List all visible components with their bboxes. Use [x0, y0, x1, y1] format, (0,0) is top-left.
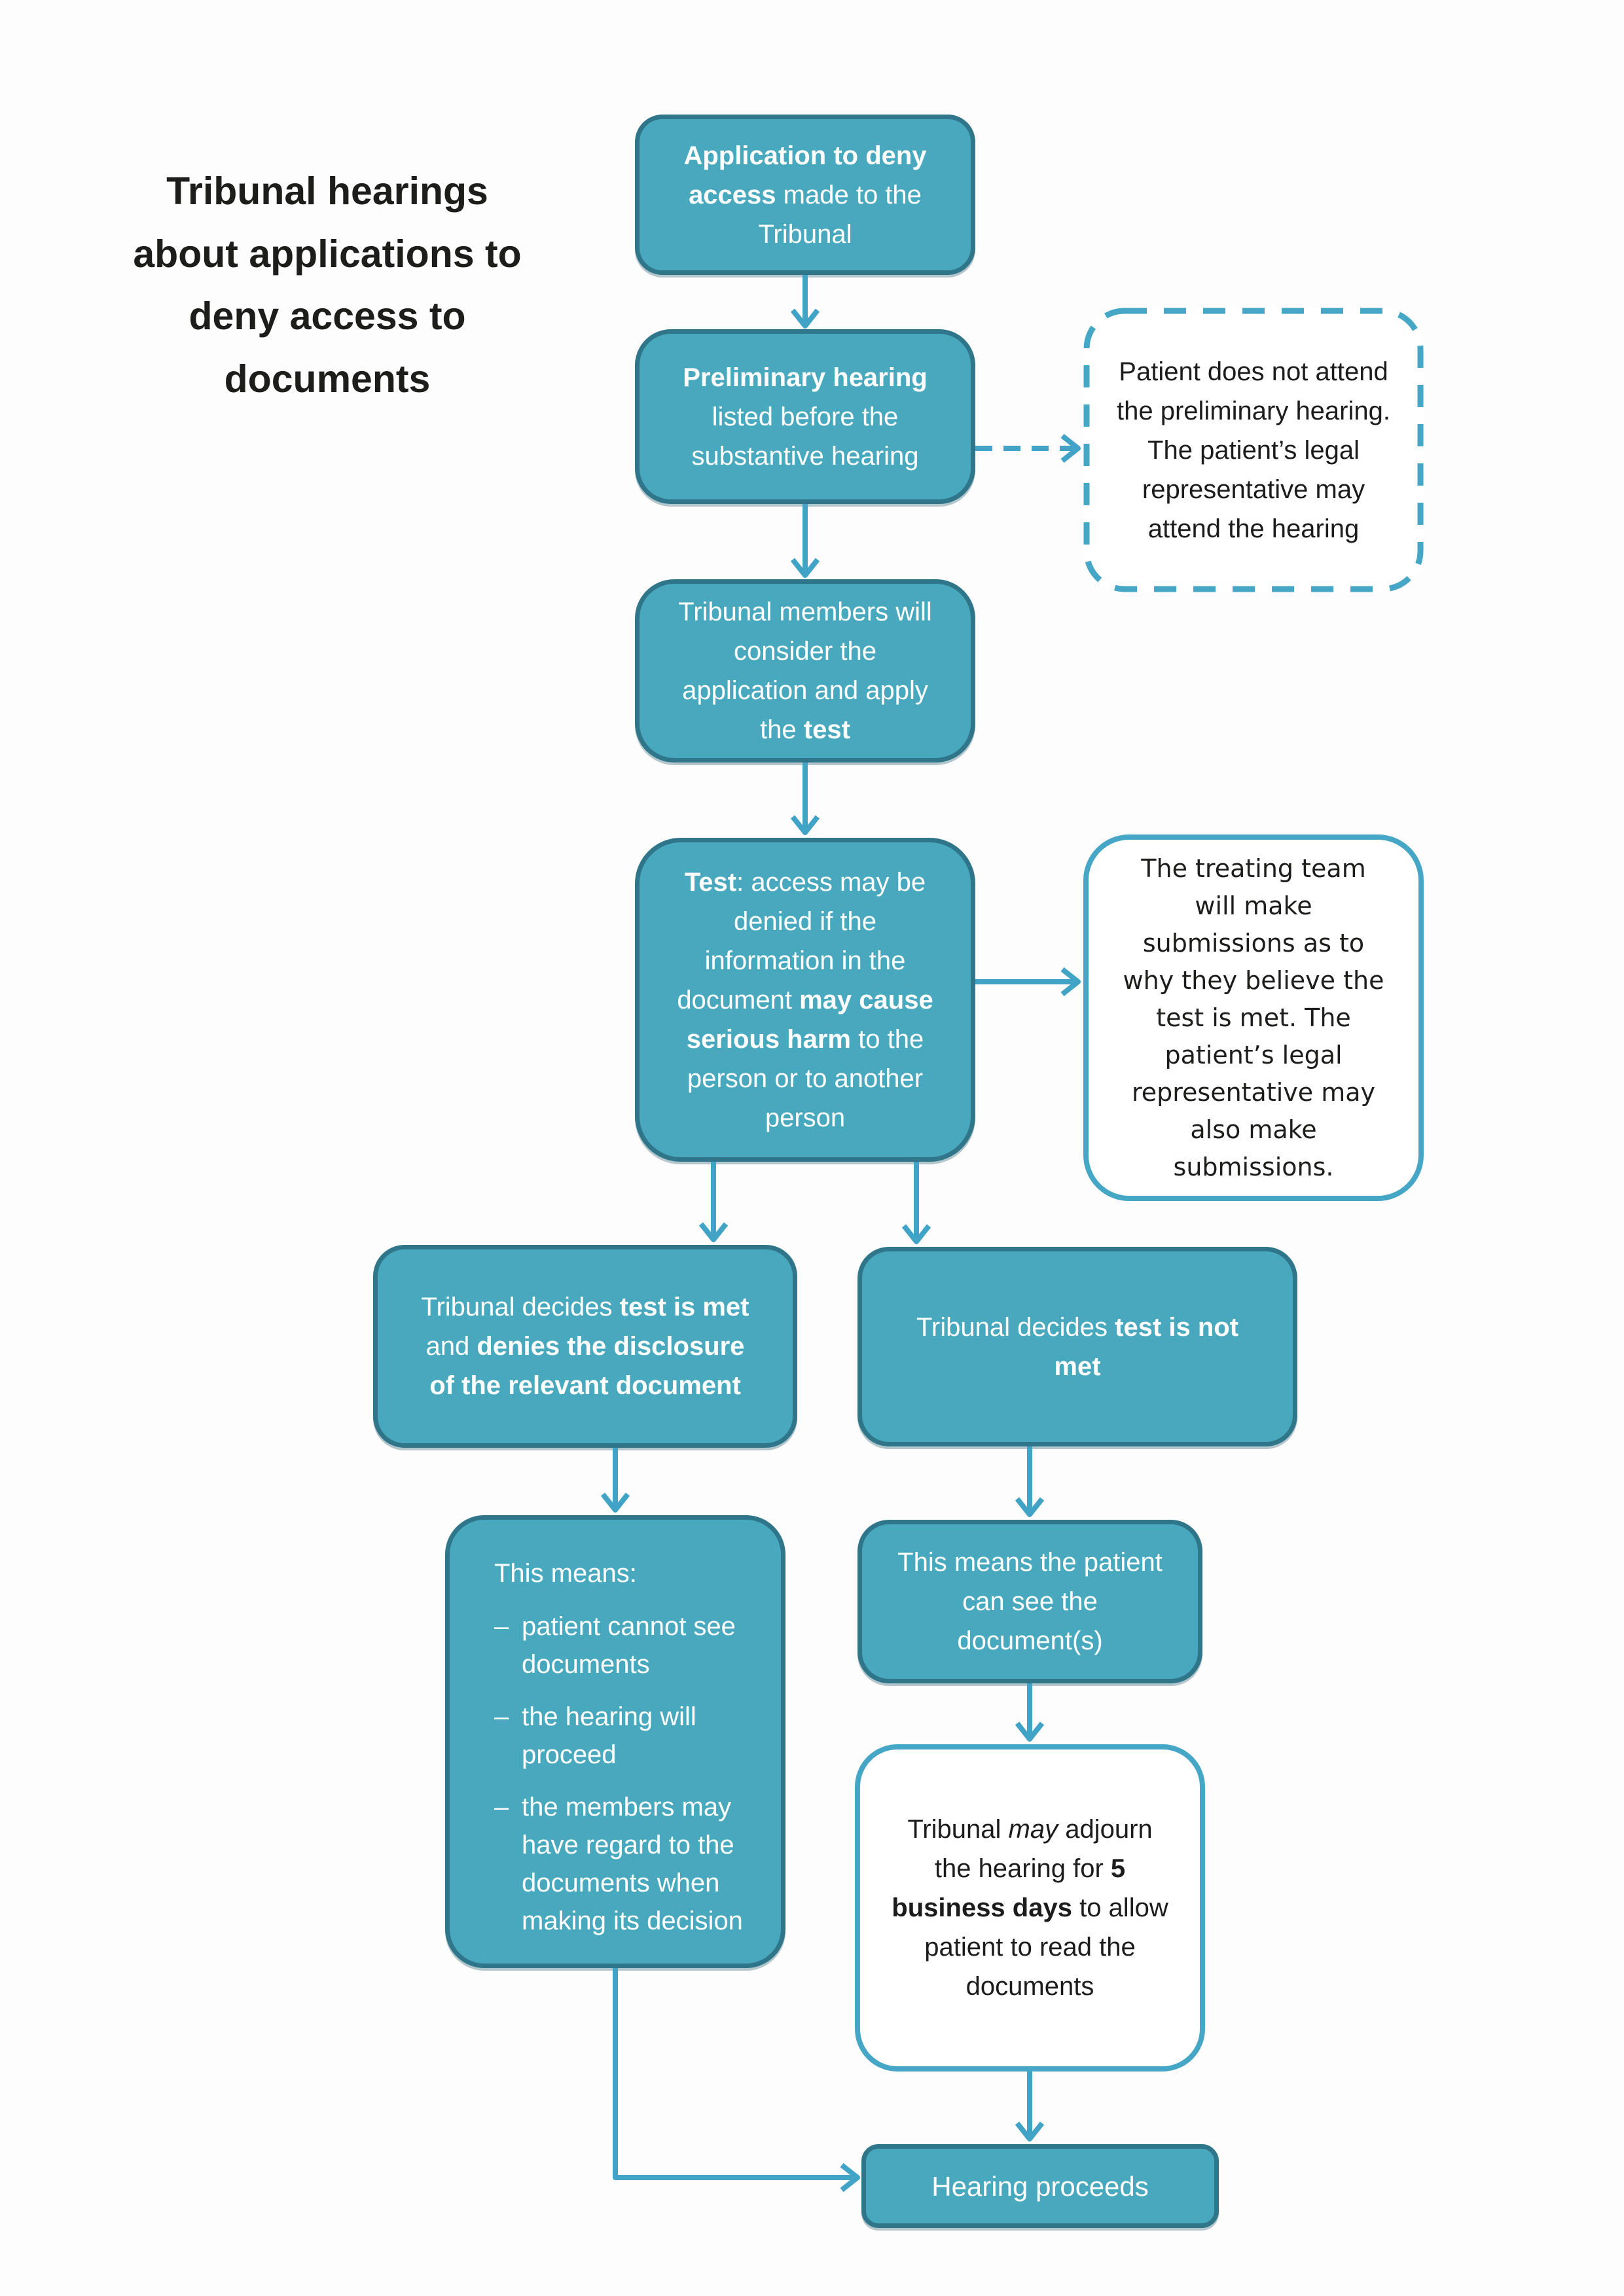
text-segment: may cause serious harm [686, 985, 933, 1054]
node-text [886, 2166, 1195, 2207]
text-segment: adjourn the hearing for [934, 1815, 1153, 1883]
arrow-down-icon [791, 275, 820, 330]
page-title: Tribunal hearings about applications to deny access to documents [133, 170, 522, 401]
node-this-means-can-see [857, 1520, 1202, 1683]
text-segment: and [425, 1332, 477, 1361]
list-item [494, 1698, 755, 1774]
text-segment: test is not met [1054, 1312, 1239, 1381]
arrow-down-icon [902, 1162, 931, 1246]
text-segment: Tribunal decides [916, 1312, 1115, 1342]
text-segment: The treating team will make submissions as to why they believe the test is met. The patient’s legal representative may also make submissions. [1123, 853, 1384, 1181]
text-segment: may [1008, 1815, 1058, 1844]
node-text [666, 863, 945, 1138]
dash-bullet-icon: – [494, 1612, 509, 1641]
arrow-down-icon [1015, 1446, 1044, 1518]
arrow-down-icon [1015, 1683, 1044, 1743]
elbow-arrow-right-icon [601, 1968, 876, 2197]
node-test-is-not-met [857, 1247, 1297, 1446]
node-text [888, 1810, 1172, 2006]
dash-bullet-icon: – [494, 1793, 509, 1821]
node-preliminary-hearing [635, 329, 975, 504]
text-segment: to allow patient to read the documents [924, 1893, 1168, 2001]
node-text [888, 1543, 1172, 1660]
text-segment: Tribunal members will consider the application and apply the [678, 598, 932, 744]
dash-bullet-icon: – [494, 1702, 509, 1731]
text-segment: Hearing proceeds [931, 2170, 1149, 2202]
arrow-down-icon [699, 1162, 728, 1244]
arrow-down-icon [601, 1448, 630, 1514]
list-item-text: patient cannot see documents [522, 1612, 736, 1679]
node-text [1115, 352, 1392, 548]
text-segment: listed before the substantive hearing [691, 402, 919, 471]
node-hearing-proceeds [861, 2144, 1219, 2228]
node-application-to-deny-access [635, 115, 975, 275]
node-tribunal-may-adjourn [855, 1744, 1205, 2072]
text-segment: to the person or to another person [687, 1024, 924, 1132]
list-item [494, 1607, 755, 1683]
list-intro: This means: [494, 1559, 637, 1588]
node-this-means-denied [445, 1515, 785, 1968]
node-test-definition [635, 838, 975, 1162]
arrow-down-icon [791, 762, 820, 836]
text-segment: This means the patient can see the document(s) [897, 1548, 1163, 1655]
node-text [414, 1287, 757, 1405]
consequence-list [494, 1607, 755, 1940]
arrow-right-icon [975, 967, 1083, 996]
text-segment: test is met [619, 1293, 749, 1321]
list-item-text: the members may have regard to the documents when making its decision [522, 1793, 743, 1935]
text-segment: Test [684, 867, 737, 897]
text-segment: Tribunal decides [421, 1293, 620, 1321]
text-segment: test [803, 715, 850, 744]
text-segment: Tribunal [907, 1815, 1009, 1844]
node-text [908, 1308, 1247, 1386]
node-text [676, 592, 935, 749]
node-tribunal-members-consider [635, 579, 975, 762]
node-text [676, 136, 935, 254]
text-segment: Patient does not attend the preliminary hearing. The patient’s legal representative may attend the hearing [1117, 357, 1390, 543]
text-segment: denies the disclosure of the relevant document [429, 1332, 745, 1400]
node-text [1123, 850, 1384, 1186]
list-item [494, 1788, 755, 1940]
text-segment: 5 business days [892, 1854, 1126, 1922]
node-patient-does-not-attend [1083, 308, 1424, 592]
text-segment: : access may be denied if the information in the document [677, 867, 926, 1014]
text-segment: Application to deny access [683, 141, 927, 209]
arrow-down-icon [1015, 2072, 1044, 2143]
arrow-down-icon [791, 504, 820, 579]
text-segment: Preliminary hearing [683, 363, 928, 392]
list-item-text: the hearing will proceed [522, 1702, 696, 1769]
text-segment: made to the Tribunal [758, 180, 922, 249]
node-test-is-met [373, 1245, 797, 1448]
dashed-arrow-right-icon [975, 434, 1083, 463]
node-text [671, 358, 939, 476]
node-treating-team-submissions [1083, 834, 1424, 1201]
